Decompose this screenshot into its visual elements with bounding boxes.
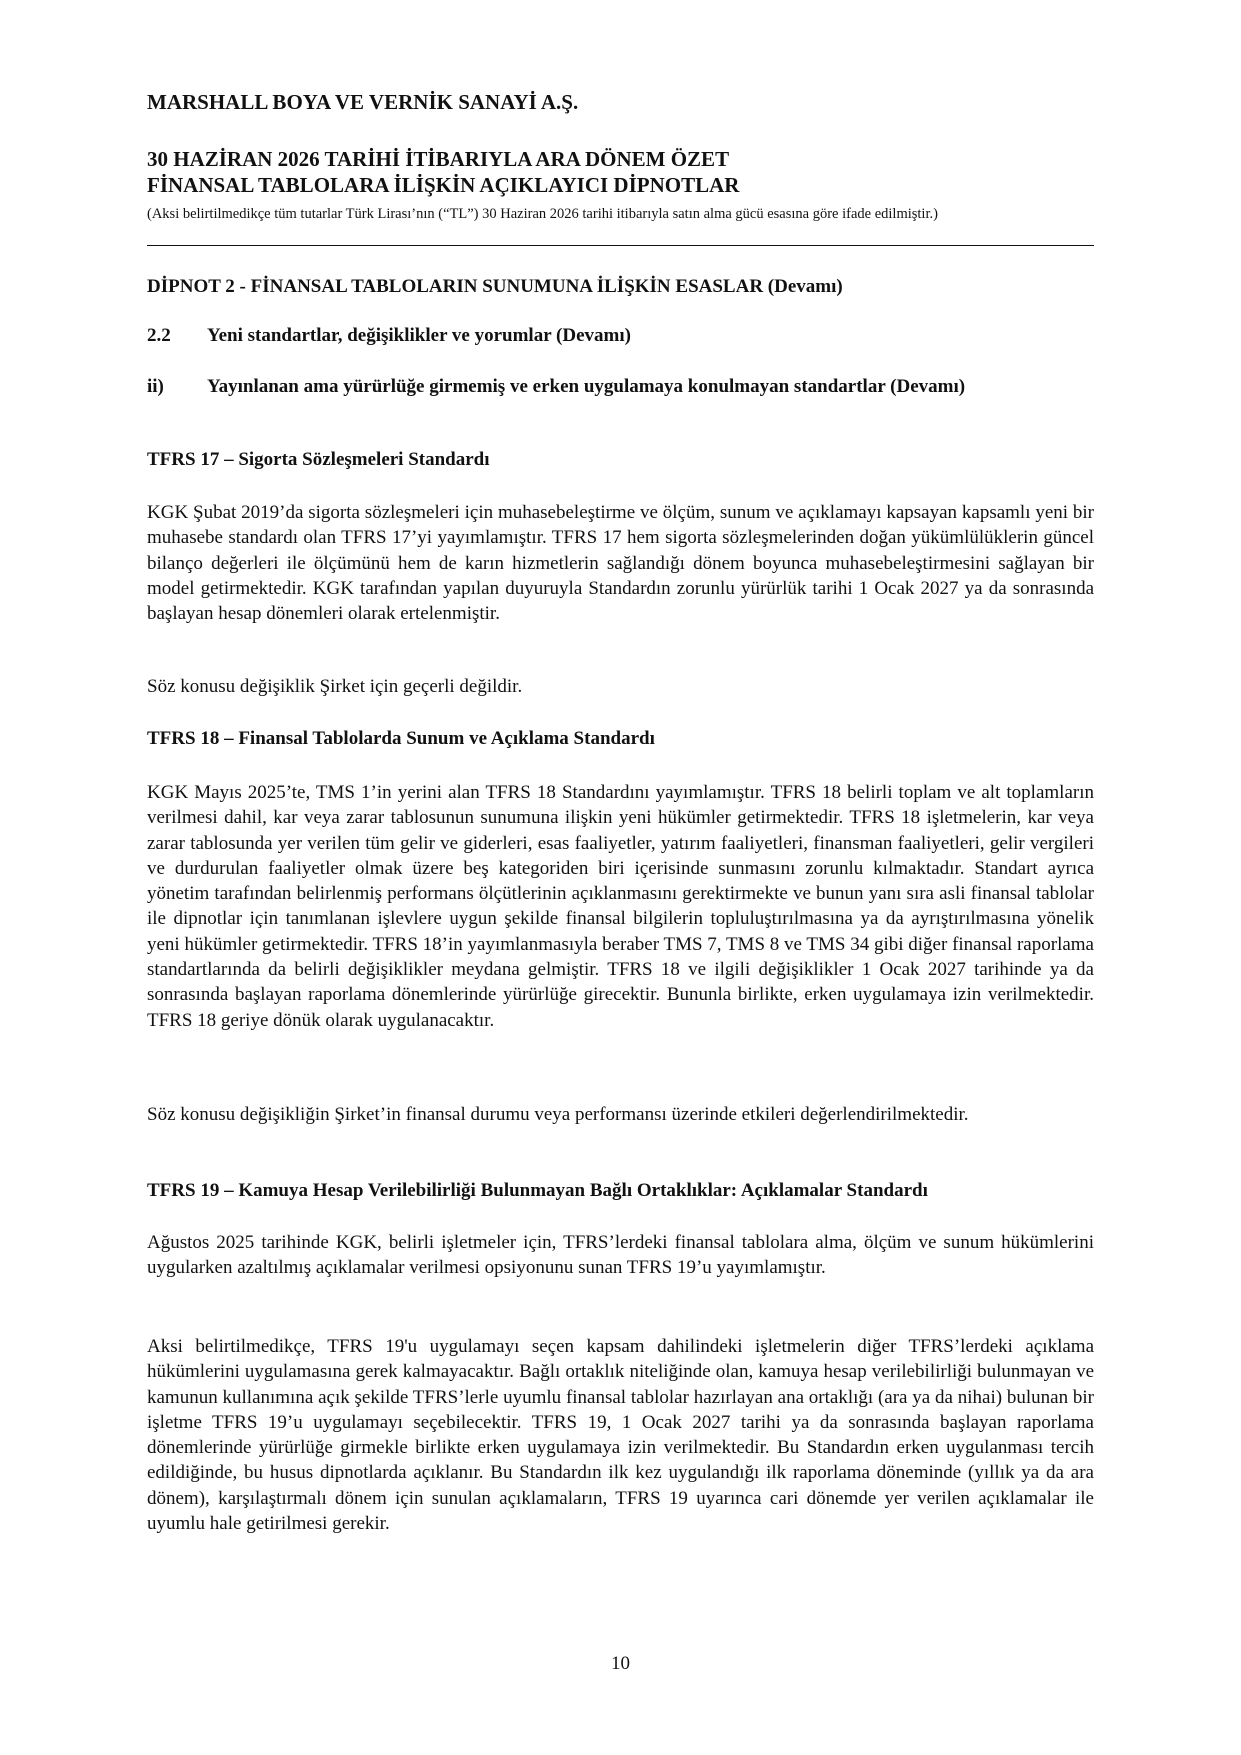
report-title-line1: 30 HAZİRAN 2026 TARİHİ İTİBARIYLA ARA DÖNEM ÖZET	[147, 147, 730, 171]
tfrs19-heading: TFRS 19 – Kamuya Hesap Verilebilirliği Bulunmayan Bağlı Ortaklıklar: Açıklamalar Standardı	[147, 1180, 928, 1201]
report-title	[147, 146, 739, 198]
item-number: ii)	[147, 376, 164, 397]
tfrs17-paragraph-1: KGK Şubat 2019’da sigorta sözleşmeleri için muhasebeleştirme ve ölçüm, sunum ve açıklamayı kapsayan kapsamlı yeni bir muhasebe standardı olan TFRS 17’yi yayımlamıştır. TFRS 17 hem sigorta sözleşmelerinden doğan yükümlülüklerin güncel bilanço değerleri ile ölçümünü hem de karın hizmetlerin sağlandığı dönem boyunca muhasebeleştirmesini sağlayan bir model getirmektedir. KGK tarafından yapılan duyuruyla Standardın zorunlu yürürlük tarihi 1 Ocak 2027 ya da sonrasında başlayan hesap dönemleri olarak ertelenmiştir.	[147, 502, 1094, 625]
tfrs17-heading: TFRS 17 – Sigorta Sözleşmeleri Standardı	[147, 449, 490, 470]
item-heading	[147, 375, 1094, 399]
page-number: 10	[611, 1653, 630, 1674]
report-title-line2: FİNANSAL TABLOLARA İLİŞKİN AÇIKLAYICI DİPNOTLAR	[147, 173, 740, 197]
item-title: Yayınlanan ama yürürlüğe girmemiş ve erken uygulamaya konulmayan standartlar (Devamı)	[207, 376, 966, 397]
subsection-title: Yeni standartlar, değişiklikler ve yorumlar (Devamı)	[207, 325, 631, 346]
header-divider	[147, 245, 1094, 246]
company-name: MARSHALL BOYA VE VERNİK SANAYİ A.Ş.	[147, 90, 579, 114]
currency-note: (Aksi belirtilmedikçe tüm tutarlar Türk Lirası’nın (“TL”) 30 Haziran 2026 tarihi itibarıyla satın alma gücü esasına göre ifade edilmiştir.)	[147, 206, 938, 222]
subsection-heading	[147, 324, 1094, 348]
tfrs19-paragraph-1: Ağustos 2025 tarihinde KGK, belirli işletmeler için, TFRS’lerdeki finansal tablolara alma, ölçüm ve sunum hükümlerini uygularken azaltılmış açıklamalar verilmesi opsiyonunu sunan TFRS 19’u yayımlamıştır.	[147, 1232, 1094, 1279]
tfrs18-paragraph-2: Söz konusu değişikliğin Şirket’in finansal durumu veya performansı üzerinde etkileri değerlendirilmektedir.	[147, 1104, 969, 1125]
tfrs18-paragraph-1: KGK Mayıs 2025’te, TMS 1’in yerini alan TFRS 18 Standardını yayımlamıştır. TFRS 18 belirli toplam ve alt toplamların verilmesi dahil, kar veya zarar tablosunun sunumuna ilişkin yeni hükümler getirmektedir. TFRS 18 işletmelerin, kar veya zarar tablosunda yer verilen tüm gelir ve giderleri, esas faaliyetler, yatırım faaliyetleri, finansman faaliyetleri, gelir vergileri ve durdurulan faaliyetler olmak üzere beş kategoriden biri içerisinde sunmasını zorunlu kılmaktadır. Standart ayrıca yönetim tarafından belirlenmiş performans ölçütlerinin açıklanmasını gerektirmekte ve bunun yanı sıra asli finansal tablolar ile dipnotlar için tanımlanan işlevlere uygun şekilde finansal bilgilerin topluluştırılmasına ya da ayrıştırılmasına yönelik yeni hükümler getirmektedir. TFRS 18’in yayımlanmasıyla beraber TMS 7, TMS 8 ve TMS 34 gibi diğer finansal raporlama standartlarında da belirli değişiklikler meydana gelmiştir. TFRS 18 ve ilgili değişiklikler 1 Ocak 2027 tarihinde ya da sonrasında başlayan raporlama dönemlerinde yürürlüğe girecektir. Bununla birlikte, erken uygulamaya izin verilmektedir. TFRS 18 geriye dönük olarak uygulanacaktır.	[147, 782, 1094, 1031]
tfrs19-paragraph-2: Aksi belirtilmedikçe, TFRS 19'u uygulamayı seçen kapsam dahilindeki işletmelerin diğer TFRS’lerdeki açıklama hükümlerini uygulamasına gerek kalmayacaktır. Bağlı ortaklık niteliğinde olan, kamuya hesap verilebilirliği bulunmayan ve kamunun kullanımına açık şekilde TFRS’lerle uyumlu finansal tablolar hazırlayan ana ortaklığı (ara ya da nihai) bulunan bir işletme TFRS 19’u uygulamayı seçebilecektir. TFRS 19, 1 Ocak 2027 tarihi ya da sonrasında başlayan raporlama dönemlerinde yürürlüğe girmekle birlikte erken uygulamaya izin verilmektedir. Bu Standardın erken uygulanması tercih edildiğinde, bu husus dipnotlarda açıklanır. Bu Standardın ilk kez uygulandığı ilk raporlama döneminde (yıllık ya da ara dönem), karşılaştırmalı dönem için sunulan açıklamaların, TFRS 19 uyarınca cari dönemde yer verilen açıklamalar ile uyumlu hale getirilmesi gerekir.	[147, 1336, 1094, 1535]
note-heading: DİPNOT 2 - FİNANSAL TABLOLARIN SUNUMUNA İLİŞKİN ESASLAR (Devamı)	[147, 276, 843, 297]
subsection-number: 2.2	[147, 325, 171, 346]
tfrs17-paragraph-2: Söz konusu değişiklik Şirket için geçerli değildir.	[147, 676, 523, 697]
tfrs18-heading: TFRS 18 – Finansal Tablolarda Sunum ve Açıklama Standardı	[147, 728, 655, 749]
